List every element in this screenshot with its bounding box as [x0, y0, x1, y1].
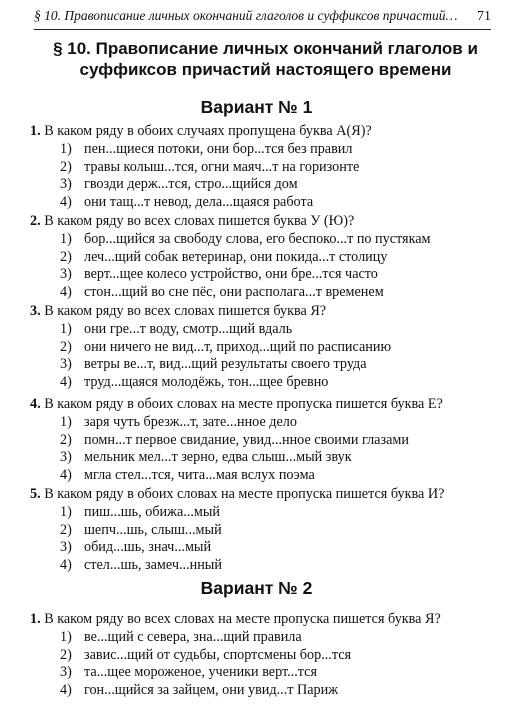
answer-option — [30, 414, 501, 432]
option-text: та...щее мороженое, ученики верт...тся — [84, 664, 317, 681]
option-number: 3) — [60, 266, 72, 283]
question-text — [30, 610, 501, 629]
option-text: бор...щийся за свободу слова, его беспоко...т по пустякам — [84, 231, 431, 247]
question-number: 1. — [30, 611, 41, 627]
variant-1-title: Вариант № 1 — [200, 97, 313, 117]
option-number: 1) — [60, 141, 72, 157]
answer-option — [30, 647, 501, 665]
question — [30, 395, 501, 484]
answer-option — [30, 321, 501, 339]
section-title: § 10. Правописание личных окончаний глаголов и суффиксов причастий настоящего времени — [53, 39, 478, 79]
option-text: пен...щиеся потоки, они бор...тся без правил — [84, 141, 353, 157]
option-text: мельник мел...т зерно, едва слыш...мый звук — [84, 449, 352, 466]
option-text: гон...щийся за зайцем, они увид...т Париж — [84, 681, 339, 698]
option-number: 2) — [60, 646, 72, 663]
answer-option — [30, 374, 501, 392]
option-text: помн...т первое свидание, увид...нное своими глазами — [84, 431, 409, 448]
option-number: 1) — [60, 321, 72, 337]
option-text: ветры ве...т, вид...щий результаты своего труда — [84, 356, 367, 373]
question-text — [30, 302, 501, 321]
answer-option — [30, 504, 501, 522]
question-prompt: В каком ряду в обоих словах на месте пропуска пишется буква Е? — [44, 396, 443, 412]
running-title: § 10. Правописание личных окончаний глаголов и суффиксов причастий… — [34, 8, 458, 23]
question-number: 1. — [30, 123, 41, 139]
answer-option — [30, 629, 501, 647]
answer-option — [30, 194, 501, 212]
question-prompt: В каком ряду в обоих случаях пропущена буква А(Я)? — [44, 123, 372, 139]
answer-option — [30, 339, 501, 357]
question-number: 2. — [30, 213, 41, 229]
question-text — [30, 122, 501, 141]
option-number: 4) — [60, 681, 72, 698]
option-number: 3) — [60, 539, 72, 556]
question-text — [30, 212, 501, 231]
option-number: 2) — [60, 521, 72, 538]
answer-option — [30, 159, 501, 177]
option-number: 3) — [60, 176, 72, 193]
question-prompt: В каком ряду во всех словах пишется буква У (Ю)? — [44, 213, 355, 229]
option-number: 1) — [60, 504, 72, 520]
question-text — [30, 395, 501, 414]
question-text — [30, 485, 501, 504]
option-number: 1) — [60, 629, 72, 645]
option-text: пиш...шь, обижа...мый — [84, 504, 220, 520]
option-number: 3) — [60, 664, 72, 681]
option-number: 3) — [60, 356, 72, 373]
option-text: они ничего не вид...т, приход...щий по расписанию — [84, 338, 392, 355]
option-text: труд...щаяся молодёжь, тон...щее бревно — [84, 373, 329, 390]
running-header — [34, 8, 491, 30]
option-number: 4) — [60, 283, 72, 300]
option-text: ве...щий с севера, зна...щий правила — [84, 629, 302, 645]
option-text: завис...щий от судьбы, спортсмены бор...тся — [84, 646, 352, 663]
option-number: 4) — [60, 373, 72, 390]
answer-option — [30, 356, 501, 374]
option-number: 4) — [60, 556, 72, 573]
question — [30, 610, 501, 699]
option-text: они тащ...т невод, дела...щаяся работа — [84, 193, 314, 210]
option-number: 3) — [60, 449, 72, 466]
question-number: 4. — [30, 396, 41, 412]
answer-option — [30, 249, 501, 267]
answer-option — [30, 682, 501, 700]
option-number: 2) — [60, 158, 72, 175]
answer-option — [30, 432, 501, 450]
answer-option — [30, 467, 501, 485]
option-text: стон...щий во сне пёс, они располага...т временем — [84, 283, 384, 300]
answer-option — [30, 231, 501, 249]
option-text: заря чуть брезж...т, зате...нное дело — [84, 414, 297, 430]
option-number: 1) — [60, 231, 72, 247]
option-text: травы колыш...тся, огни маяч...т на горизонте — [84, 158, 360, 175]
answer-option — [30, 449, 501, 467]
option-text: обид...шь, знач...мый — [84, 539, 212, 556]
answer-option — [30, 141, 501, 159]
question — [30, 485, 501, 574]
question-number: 3. — [30, 303, 41, 319]
option-text: гвозди держ...тся, стро...щийся дом — [84, 176, 298, 193]
answer-option — [30, 664, 501, 682]
answer-option — [30, 557, 501, 575]
answer-option — [30, 539, 501, 557]
option-text: стел...шь, замеч...нный — [84, 556, 222, 573]
answer-option — [30, 522, 501, 540]
option-text: верт...щее колесо устройство, они бре...тся часто — [84, 266, 378, 283]
question-number: 5. — [30, 486, 41, 502]
option-number: 1) — [60, 414, 72, 430]
answer-option — [30, 266, 501, 284]
option-number: 4) — [60, 193, 72, 210]
question — [30, 302, 501, 391]
question-prompt: В каком ряду во всех словах пишется буква Я? — [44, 303, 327, 319]
option-text: шепч...шь, слыш...мый — [84, 521, 222, 538]
answer-option — [30, 284, 501, 302]
question — [30, 122, 501, 211]
option-text: мгла стел...тся, чита...мая вслух поэма — [84, 466, 315, 483]
question — [30, 212, 501, 301]
option-text: леч...щий собак ветеринар, они покида...т столицу — [84, 248, 388, 265]
answer-option — [30, 176, 501, 194]
question-prompt: В каком ряду во всех словах на месте пропуска пишется буква Я? — [44, 611, 441, 627]
option-number: 2) — [60, 431, 72, 448]
option-number: 4) — [60, 466, 72, 483]
option-number: 2) — [60, 338, 72, 355]
question-prompt: В каком ряду в обоих словах на месте пропуска пишется буква И? — [44, 486, 445, 502]
option-number: 2) — [60, 248, 72, 265]
option-text: они гре...т воду, смотр...щий вдаль — [84, 321, 293, 337]
variant-2-title: Вариант № 2 — [200, 578, 313, 598]
page-number: 71 — [477, 9, 491, 24]
